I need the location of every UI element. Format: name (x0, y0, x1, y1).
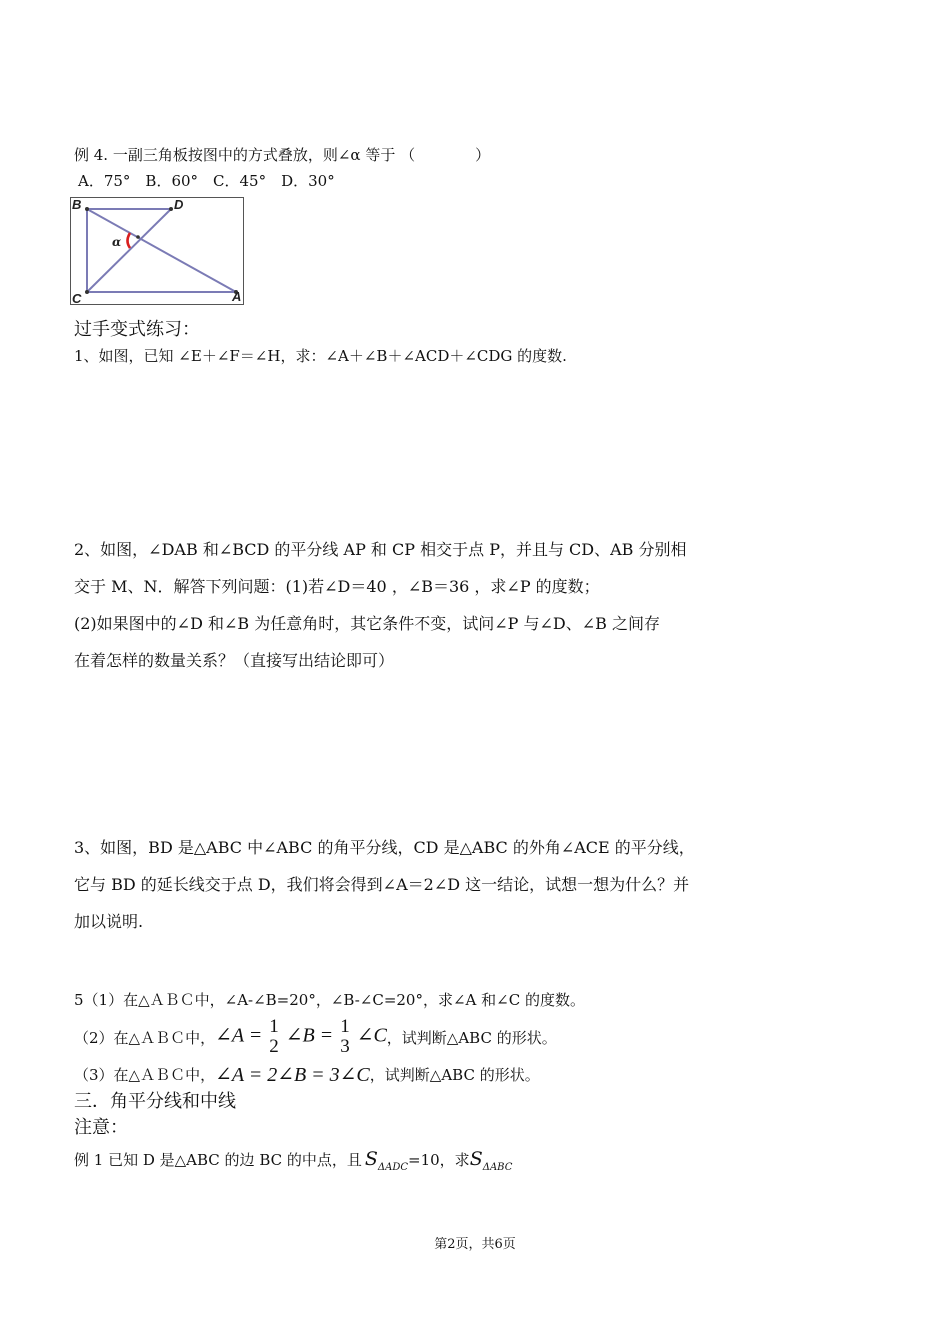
fraction-one-half (269, 1017, 279, 1057)
label-C: C (72, 291, 82, 305)
practice-q3-line2: 它与 BD 的延长线交于点 D，我们将会得到∠A＝2∠D 这一结论，试想一想为什么？并 (74, 875, 690, 894)
ex4-options: A．75° B．60° C．45° D．30° (78, 172, 335, 190)
area-symbol-adc: S (364, 1148, 378, 1170)
triangle-boards-diagram (70, 197, 244, 305)
page-footer: 第2页，共6页 (434, 1237, 516, 1252)
practice-q2-line3: (2)如果图中的∠D 和∠B 为任意角时，其它条件不变，试问∠P 与∠D、∠B 之间存 (74, 614, 660, 633)
subscript-abc: ΔABC (482, 1161, 513, 1173)
q5-2-prefix: （2）在△ＡＢＣ中， (74, 1028, 216, 1047)
q5-2-suffix: ，试判断△ABC 的形状。 (386, 1028, 557, 1047)
label-alpha: α (112, 235, 122, 249)
label-B: B (72, 197, 82, 212)
q5-3-formula: ∠A = 2∠B = 3∠C (215, 1064, 370, 1086)
practice-q5-2 (74, 1014, 557, 1060)
point-C (85, 290, 89, 294)
label-D: D (174, 197, 184, 212)
ex1-mid: =10，求 (408, 1150, 470, 1169)
section3-heading: 三．角平分线和中线 (74, 1091, 236, 1112)
frac1-denominator: 2 (269, 1036, 279, 1057)
practice-heading: 过手变式练习： (74, 319, 200, 340)
formula-angle-b: ∠B = (285, 1024, 334, 1047)
ex4-figure (70, 197, 244, 305)
area-symbol-abc: S (469, 1148, 483, 1170)
label-A: A (232, 289, 242, 304)
practice-q3-line1: 3、如图，BD 是△ABC 中∠ABC 的角平分线，CD 是△ABC 的外角∠ACE 的平分线， (74, 838, 695, 857)
practice-q2-line1: 2、如图，∠DAB 和∠BCD 的平分线 AP 和 CP 相交于点 P，并且与 CD、AB 分别相 (74, 540, 687, 559)
point-intersection (136, 235, 140, 239)
formula-angle-a: ∠A = (215, 1024, 263, 1047)
fraction-one-third (340, 1017, 350, 1057)
section3-note: 注意： (74, 1117, 128, 1138)
practice-q2-line2: 交于 M、N．解答下列问题：(1)若∠D＝40 ，∠B＝36 ，求∠P 的度数； (74, 577, 600, 596)
practice-q2-line4: 在着怎样的数量关系？（直接写出结论即可） (74, 651, 395, 670)
q5-3-suffix: ，试判断△ABC 的形状。 (369, 1066, 540, 1084)
subscript-adc: ΔADC (377, 1161, 409, 1173)
section3-example1 (74, 1148, 513, 1173)
ex1-prefix: 例 1 已知 D 是△ABC 的边 BC 的中点，且 (74, 1150, 362, 1169)
q5-2-formula (215, 1017, 387, 1057)
frac2-denominator: 3 (340, 1036, 350, 1057)
practice-q1: 1、如图，已知 ∠E＋∠F＝∠H，求：∠A＋∠B＋∠ACD＋∠CDG 的度数. (74, 347, 567, 365)
formula-angle-c: ∠C (356, 1024, 387, 1047)
practice-q5-3 (74, 1062, 540, 1087)
ex4-question: 例 4. 一副三角板按图中的方式叠放，则∠α 等于 （ ） (74, 146, 491, 164)
point-B (85, 207, 89, 211)
point-D (169, 207, 173, 211)
practice-q5-1: 5（1）在△ＡＢＣ中，∠A-∠B=20°，∠B-∠C=20°，求∠A 和∠C 的度数。 (74, 991, 585, 1009)
practice-q3-line3: 加以说明. (74, 912, 144, 931)
frac2-numerator: 1 (340, 1016, 350, 1037)
frac1-numerator: 1 (269, 1016, 279, 1037)
q5-3-prefix: （3）在△ＡＢＣ中， (74, 1066, 216, 1084)
